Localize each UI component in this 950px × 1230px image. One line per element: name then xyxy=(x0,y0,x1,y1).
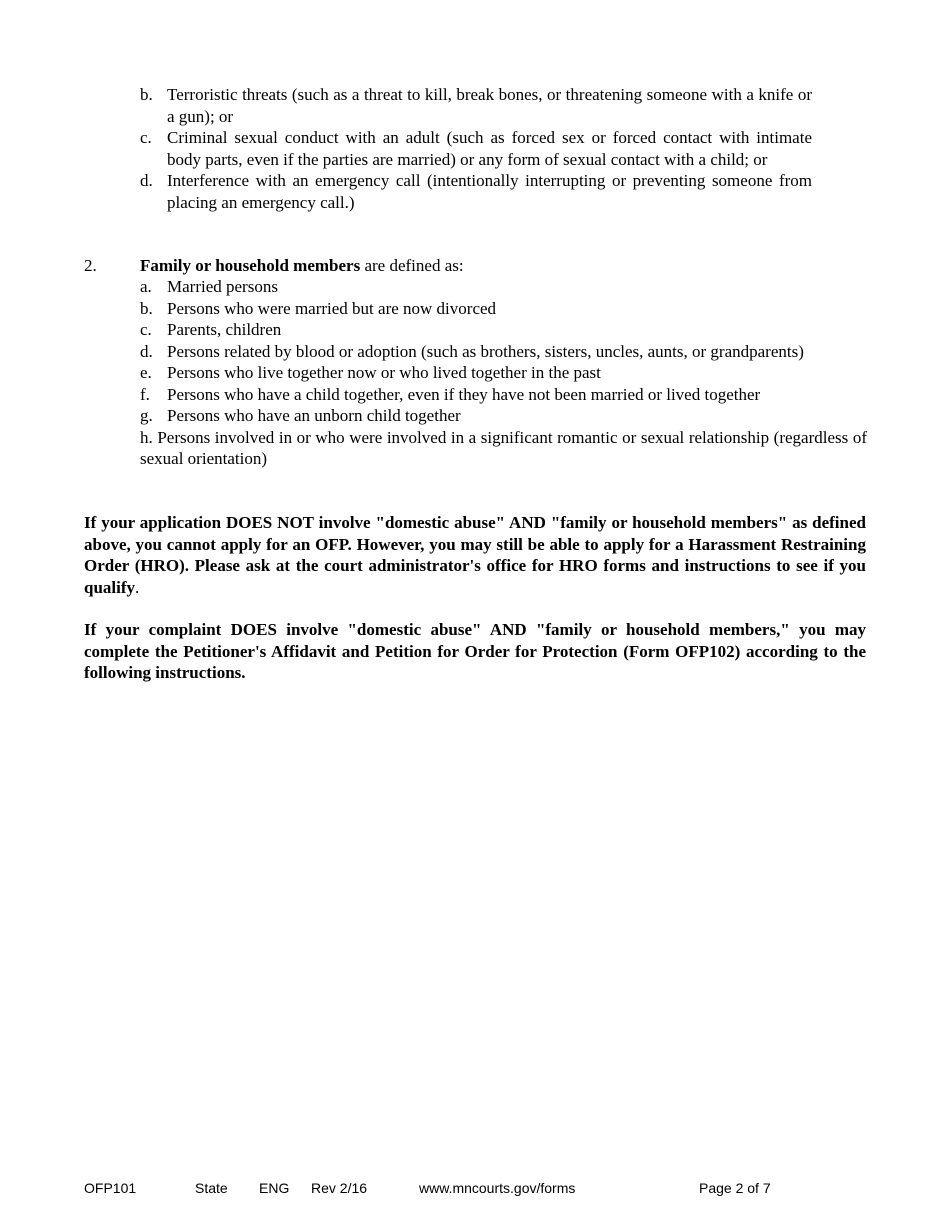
list-item-letter: d. xyxy=(140,171,153,190)
list-item xyxy=(140,362,867,384)
section-number: 2. xyxy=(84,256,97,275)
list-item-letter: g. xyxy=(140,406,153,425)
footer-language: ENG xyxy=(259,1180,290,1196)
footer-url: www.mncourts.gov/forms xyxy=(419,1180,576,1196)
list-item xyxy=(140,84,812,127)
section-heading xyxy=(140,255,464,277)
footer-state: State xyxy=(195,1180,228,1196)
footer-revision: Rev 2/16 xyxy=(311,1180,368,1196)
list-item-letter: f. xyxy=(140,384,150,404)
list-item-letter: b. xyxy=(140,298,153,318)
list-item-text: Persons who have a child together, even if they have not been married or lived together xyxy=(167,384,761,404)
list-item-letter: c. xyxy=(140,320,152,339)
list-item-text: Terroristic threats (such as a threat to kill, break bones, or threatening someone with a knife or a gun); or xyxy=(167,85,812,126)
list-item-letter: d. xyxy=(140,341,153,361)
list-item-letter: e. xyxy=(140,363,152,382)
list-item-text: Persons who were married but are now divorced xyxy=(167,298,497,318)
ofp-eligible-paragraph: If your complaint DOES involve "domestic abuse" AND "family or household members," you may complete the Petitioner's Affidavit and Petition for Order for Protection (Form OFP102) according to the following instructions. xyxy=(84,620,866,682)
list-item-letter: c. xyxy=(140,128,152,147)
list-item-text: Married persons xyxy=(167,277,278,296)
section-heading-bold: Family or household members xyxy=(140,256,361,275)
list-item xyxy=(140,319,867,341)
list-item xyxy=(140,405,867,427)
list-item-text: Persons who have an unborn child together xyxy=(167,406,461,425)
list-item xyxy=(140,298,867,320)
footer-form-number: OFP101 xyxy=(84,1180,137,1196)
list-item xyxy=(140,276,867,298)
list-item xyxy=(140,341,867,363)
list-item-text: Persons who live together now or who lived together in the past xyxy=(167,363,601,382)
domestic-abuse-list xyxy=(140,84,812,213)
paragraph-text: If your application DOES NOT involve "domestic abuse" AND "family or household members" as defined above, you cannot apply for an OFP. However, you may still be able to apply for a Harassment Restraining Order (HRO). Please ask at the court administrator's office for HRO forms and instructions to see if you qualify xyxy=(84,513,866,597)
list-item-letter: b. xyxy=(140,85,153,104)
list-item-letter: a. xyxy=(140,277,152,296)
footer-page-number: Page 2 of 7 xyxy=(699,1180,771,1196)
list-item-text: Criminal sexual conduct with an adult (such as forced sex or forced contact with intimate body parts, even if the parties are married) or any form of sexual contact with a child; or xyxy=(167,128,812,169)
family-members-list xyxy=(140,276,867,470)
list-item xyxy=(140,170,812,213)
list-item-h: h. Persons involved in or who were involved in a significant romantic or sexual relationship (regardless of sexual orientation) xyxy=(140,427,867,468)
section-heading-rest: are defined as: xyxy=(360,256,464,275)
paragraph-trailing: . xyxy=(135,577,140,597)
list-item-text: Persons related by blood or adoption (such as brothers, sisters, uncles, aunts, or grandparents) xyxy=(167,341,804,361)
list-item xyxy=(140,384,867,406)
ofp-ineligible-paragraph xyxy=(84,512,866,598)
list-item-text: Parents, children xyxy=(167,320,282,339)
list-item xyxy=(140,127,812,170)
list-item-text: Interference with an emergency call (intentionally interrupting or preventing someone from placing an emergency call.) xyxy=(167,171,812,212)
